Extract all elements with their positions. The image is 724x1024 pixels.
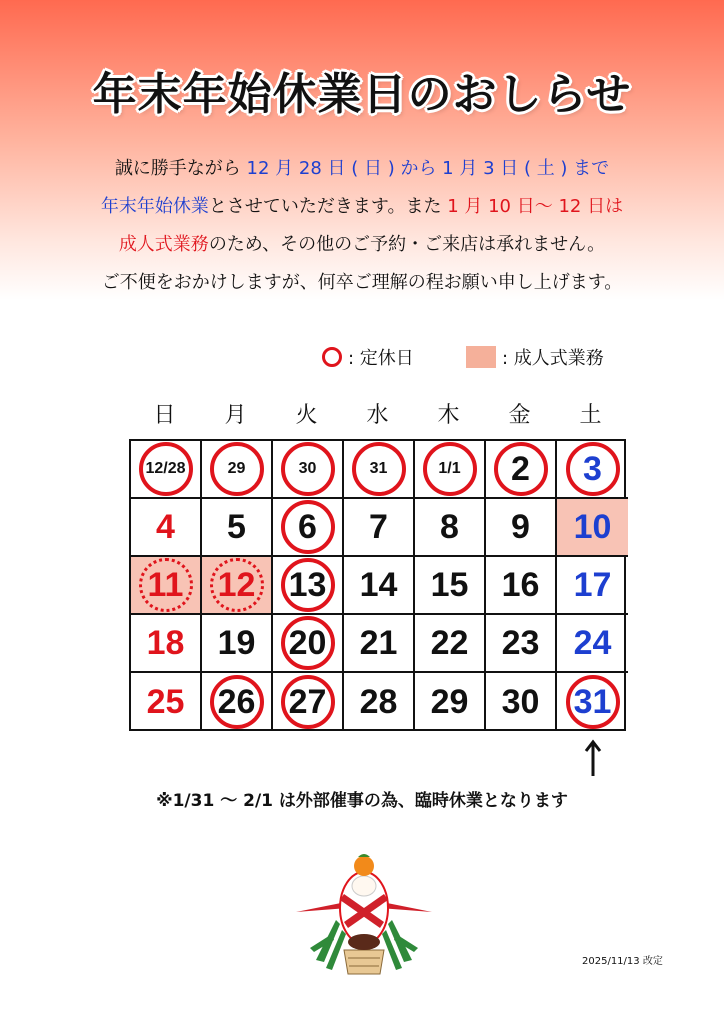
calendar-day [486, 673, 557, 731]
weekday-label: 金 [508, 403, 531, 428]
calendar-day [557, 673, 628, 731]
day-number: 23 [501, 623, 540, 662]
day-number: 29 [430, 682, 469, 721]
calendar-grid [129, 439, 626, 731]
calendar-day [202, 673, 273, 731]
day-number: 31 [369, 460, 388, 477]
calendar-day [415, 673, 486, 731]
day-number: 18 [146, 623, 185, 662]
calendar-day [202, 499, 273, 557]
day-number: 5 [227, 507, 246, 546]
holiday-period: 12 月 28 日 ( 日 ) から 1 月 3 日 ( 土 ) まで [246, 158, 610, 179]
calendar-day [131, 441, 202, 499]
weekday-label: 木 [437, 403, 460, 428]
calendar-day [344, 615, 415, 673]
day-number: 24 [573, 623, 612, 662]
calendar-day [131, 673, 202, 731]
day-number: 25 [146, 682, 185, 721]
notice-line-4: ご不便をおかけしますが、何卒ご理解の程お願い申し上げます。 [101, 272, 623, 293]
weekday-label: 日 [153, 403, 176, 428]
day-number: 10 [573, 507, 612, 546]
day-number: 11 [147, 565, 184, 604]
calendar-day [415, 499, 486, 557]
day-number: 15 [430, 565, 469, 604]
day-number: 3 [583, 449, 602, 488]
page-title: 年末年始休業日のおしらせ [92, 69, 632, 120]
calendar-day [557, 557, 628, 615]
calendar-day [273, 557, 344, 615]
calendar-day [273, 615, 344, 673]
weekday-header [129, 398, 626, 430]
calendar-day [415, 615, 486, 673]
notice-text: のため、その他のご予約・ご来店は承れません。 [208, 234, 606, 255]
day-number: 14 [359, 565, 398, 604]
notice-text: とさせていただきます。また [208, 196, 448, 217]
up-arrow-icon [583, 738, 603, 778]
calendar-day [202, 615, 273, 673]
calendar-day [486, 441, 557, 499]
weekday-label: 火 [295, 403, 318, 428]
calendar-day [486, 499, 557, 557]
calendar-day [557, 615, 628, 673]
legend-closed-label: : 定休日 [348, 348, 414, 369]
calendar-day [131, 615, 202, 673]
day-number: 31 [573, 682, 612, 721]
day-number: 13 [288, 565, 327, 604]
legend-event [466, 344, 604, 370]
day-number: 27 [288, 682, 327, 721]
holiday-label: 年末年始休業 [100, 196, 209, 217]
legend-event-label: : 成人式業務 [502, 348, 604, 369]
day-number: 28 [359, 682, 398, 721]
calendar-day [486, 557, 557, 615]
day-number: 19 [217, 623, 256, 662]
notice-text: 誠に勝手ながら [114, 158, 247, 179]
notice-line-2 [0, 188, 724, 226]
day-number: 20 [288, 623, 327, 662]
weekday-label: 月 [224, 403, 247, 428]
day-number: 26 [217, 682, 256, 721]
calendar-day [273, 673, 344, 731]
pink-square-icon [466, 346, 496, 368]
calendar-day [202, 441, 273, 499]
calendar-day [486, 615, 557, 673]
day-number: 4 [156, 507, 175, 546]
day-number: 16 [501, 565, 540, 604]
day-number: 6 [298, 507, 317, 546]
day-number: 2 [511, 449, 530, 488]
revision-date: 2025/11/13 改定 [582, 956, 663, 967]
calendar-day [344, 673, 415, 731]
day-number: 21 [359, 623, 398, 662]
calendar-day [273, 441, 344, 499]
day-number: 22 [430, 623, 469, 662]
day-number: 1/1 [438, 460, 461, 477]
calendar-day [344, 499, 415, 557]
day-number: 12/28 [145, 460, 186, 477]
day-number: 30 [501, 682, 540, 721]
day-number: 8 [440, 507, 459, 546]
day-number: 29 [227, 460, 246, 477]
event-label: 成人式業務 [118, 234, 209, 255]
notice-line-1 [0, 150, 724, 188]
legend-closed [322, 344, 414, 370]
calendar-day [415, 557, 486, 615]
day-number: 30 [298, 460, 317, 477]
calendar-day [344, 441, 415, 499]
weekday-label: 水 [366, 403, 389, 428]
red-circle-icon [322, 347, 342, 367]
calendar-day [273, 499, 344, 557]
day-number: 9 [511, 507, 530, 546]
calendar-day [557, 499, 628, 557]
calendar-day [131, 499, 202, 557]
weekday-label: 土 [579, 403, 602, 428]
kadomatsu-icon [296, 850, 432, 975]
calendar-day [131, 557, 202, 615]
event-period: 1 月 10 日〜 12 日は [447, 196, 624, 217]
calendar-day [415, 441, 486, 499]
calendar-day [557, 441, 628, 499]
day-number: 7 [369, 507, 388, 546]
calendar-day [344, 557, 415, 615]
day-number: 17 [573, 565, 612, 604]
day-number: 12 [217, 565, 256, 604]
notice-line-3 [0, 226, 724, 264]
calendar-day [202, 557, 273, 615]
closure-note: ※1/31 〜 2/1 は外部催事の為、臨時休業となります [156, 791, 568, 811]
